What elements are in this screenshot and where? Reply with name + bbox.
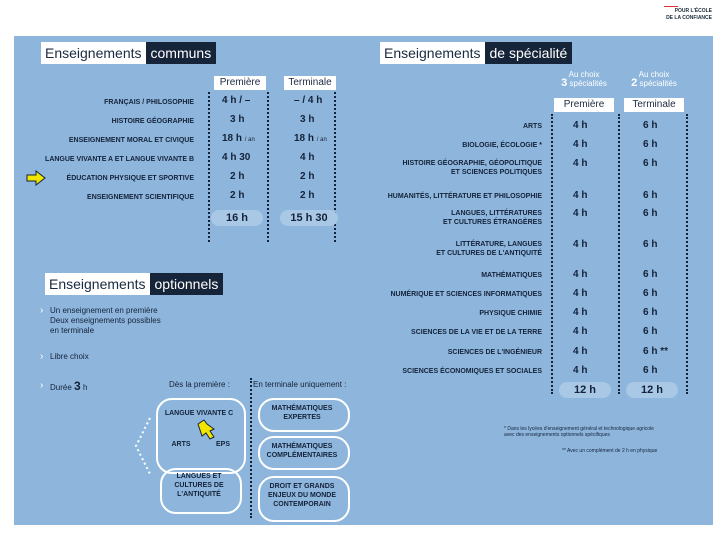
hours-value: 4 h [573,269,588,280]
bullet-item: › Durée 3 h [40,379,88,393]
option-arts: ARTS [171,441,191,448]
hours-value: 4 h [300,152,315,163]
option-maths-expertes: MATHÉMATIQUES EXPERTES [271,405,333,421]
option-lvc: LANGUE VIVANTE C [164,410,234,417]
hours-value: 6 h [643,239,658,250]
hours-value: 6 h [643,269,658,280]
option-dgemc: DROIT ET GRANDS ENJEUX DU MONDE CONTEMPORAIN [267,483,337,508]
total-terminale: 12 h [626,382,678,398]
hours-value: 4 h [573,120,588,131]
hours-value: 6 h [643,190,658,201]
communs-title-b: communs [146,42,217,64]
hours-value: 4 h / – [222,95,251,106]
subject-label: HUMANITÉS, LITTÉRATURE ET PHILOSOPHIE [387,193,542,200]
hours-value: 4 h [573,158,588,169]
hours-value: 4 h [573,326,588,337]
subject-label: SCIENCES DE L'INGÉNIEUR [447,349,542,356]
hours-value: – / 4 h [294,95,323,106]
hours-value: 6 h [643,288,658,299]
hours-value: 6 h ** [643,346,669,357]
hours-value: 3 h [230,114,245,125]
optionnels-title-a: Enseignements [45,273,150,295]
label-terminale: En terminale uniquement : [253,380,347,389]
optionnels-title-b: optionnels [150,273,224,295]
chevron-right-icon: › [40,380,44,391]
dotted-line [686,114,688,394]
communs-col-terminale: Terminale [284,76,336,90]
hours-value: 18 h / an [222,133,255,144]
communs-header [41,42,216,64]
brand-line2: DE LA CONFIANCE [666,15,712,21]
highlight-arrow-icon [26,170,46,191]
specialite-col-premiere: Première [554,98,614,112]
subject-label: SCIENCES ÉCONOMIQUES ET SOCIALES [402,368,542,375]
subject-label: SCIENCES DE LA VIE ET DE LA TERRE [411,329,542,336]
optionnels-header [45,273,223,295]
hours-value: 4 h [573,307,588,318]
choice-terminale: Au choix 2 spécialités [631,70,677,89]
subject-label: LANGUES, LITTÉRATURES ET CULTURES ÉTRANGÈRES [442,210,542,226]
hours-value: 6 h [643,208,658,219]
bullet-item: › Libre choix [40,351,89,362]
dotted-line [250,378,252,518]
eps-arrow-icon [195,418,217,445]
footnote: ** Avec un complément de 2 h en physique [562,448,658,454]
main-panel [14,36,713,525]
brand-logo [666,8,712,22]
footnote: * Dans les lycées d'enseignement général et technologique agricole avec des enseignements optionnels spécifiques [504,426,654,438]
dotted-arrow-icon [132,416,154,481]
subject-label: LITTÉRATURE, LANGUES ET CULTURES DE L'ANTIQUITÉ [436,241,542,257]
subject-label: FRANÇAIS / PHILOSOPHIE [104,99,194,106]
hours-value: 4 h [573,190,588,201]
specialite-header [380,42,572,64]
subject-label: ENSEIGNEMENT SCIENTIFIQUE [87,194,194,201]
hours-value: 18 h / an [294,133,327,144]
dotted-line [618,114,620,394]
label-premiere: Dès la première : [169,380,230,389]
specialite-title-b: de spécialité [485,42,573,64]
hours-value: 4 h [573,365,588,376]
subject-label: ENSEIGNEMENT MORAL ET CIVIQUE [68,137,194,144]
hours-value: 2 h [300,171,315,182]
total-terminale: 15 h 30 [280,210,338,226]
hours-value: 4 h [573,239,588,250]
dotted-line [208,92,210,242]
chevron-right-icon: › [40,305,44,316]
hours-value: 2 h [230,171,245,182]
option-eps: EPS [215,441,230,448]
subject-label: HISTOIRE GÉOGRAPHIE, GÉOPOLITIQUE ET SCIENCES POLITIQUES [402,160,542,176]
chevron-right-icon: › [40,351,44,362]
subject-label: BIOLOGIE, ÉCOLOGIE * [462,142,542,149]
subject-label: PHYSIQUE CHIMIE [479,310,542,317]
hours-value: 2 h [300,190,315,201]
hours-value: 6 h [643,307,658,318]
bullet-item: › Un enseignement en première Deux enseignements possibles en terminale [40,305,161,335]
communs-col-premiere: Première [214,76,266,90]
brand-bar [664,6,678,7]
subject-label: LANGUE VIVANTE A ET LANGUE VIVANTE B [45,156,194,163]
subject-label: ARTS [522,123,542,130]
hours-value: 4 h [573,346,588,357]
hours-value: 6 h [643,326,658,337]
hours-value: 6 h [643,120,658,131]
hours-value: 4 h [573,288,588,299]
total-premiere: 12 h [559,382,611,398]
subject-label: MATHÉMATIQUES [481,272,542,279]
total-premiere: 16 h [211,210,263,226]
dotted-line [551,114,553,394]
brand-line1: POUR L'ÉCOLE [674,8,712,14]
hours-value: 4 h 30 [222,152,251,163]
hours-value: 6 h [643,139,658,150]
hours-value: 6 h [643,158,658,169]
choice-premiere: Au choix 3 spécialités [561,70,607,89]
subject-label: ÉDUCATION PHYSIQUE ET SPORTIVE [66,175,194,182]
hours-value: 4 h [573,139,588,150]
communs-title-a: Enseignements [41,42,146,64]
specialite-col-terminale: Terminale [624,98,684,112]
option-maths-comp: MATHÉMATIQUES COMPLÉMENTAIRES [266,443,338,459]
subject-label: NUMÉRIQUE ET SCIENCES INFORMATIQUES [390,291,542,298]
specialite-title-a: Enseignements [380,42,485,64]
option-lca: LANGUES ET CULTURES DE L'ANTIQUITÉ [174,473,224,498]
hours-value: 6 h [643,365,658,376]
hours-value: 3 h [300,114,315,125]
hours-value: 4 h [573,208,588,219]
dotted-line [267,92,269,242]
subject-label: HISTOIRE GÉOGRAPHIE [111,118,194,125]
hours-value: 2 h [230,190,245,201]
